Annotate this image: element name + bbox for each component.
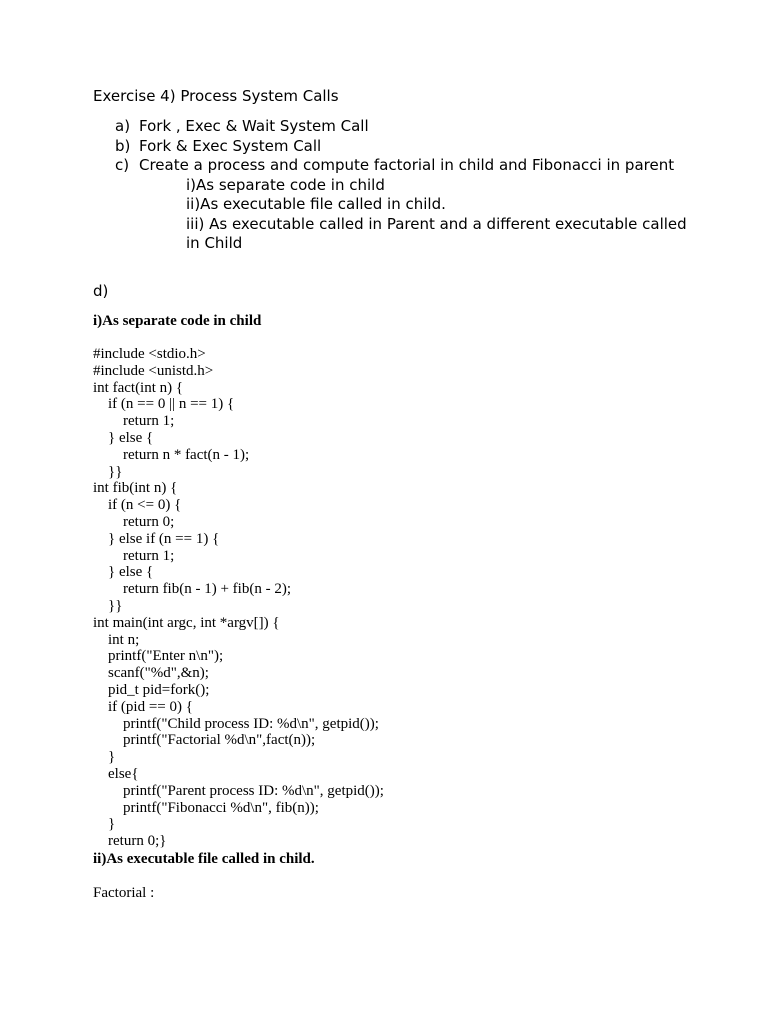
exercise-list	[93, 117, 693, 254]
list-item	[93, 137, 693, 157]
section-heading: ii)As executable file called in child.	[93, 851, 315, 867]
sub-list	[139, 176, 693, 254]
list-marker: a)	[115, 117, 131, 135]
sub-list-item: i)As separate code in child	[186, 175, 385, 194]
page-title: Exercise 4) Process System Calls	[93, 87, 339, 105]
list-item-text: Fork & Exec System Call	[139, 136, 322, 155]
list-item	[93, 117, 693, 137]
list-item-text: Fork , Exec & Wait System Call	[139, 117, 369, 135]
sub-list-item: ii)As executable file called in child.	[186, 195, 446, 213]
section-heading: i)As separate code in child	[93, 313, 262, 329]
code-block: #include <stdio.h> #include <unistd.h> int fact(int n) { if (n == 0 || n == 1) { return 1; } else { return n * fact(n - 1); }} int fib(int n) { if (n <= 0) { return 0; } else if (n == 1) { return 1; } else { return fib(n - 1) + fib(n - 2); }} int main(int argc, int *argv[]) { int n; printf("Enter n\n"); scanf("%d",&n); pid_t pid=fork(); if (pid == 0) { printf("Child process ID: %d\n", getpid()); printf("Factorial %d\n",fact(n)); } else{ printf("Parent process ID: %d\n", getpid()); printf("Fibonacci %d\n", fib(n)); } return 0;}	[93, 346, 384, 850]
list-marker: b)	[115, 136, 131, 155]
item-d-label: d)	[93, 282, 109, 300]
list-marker: c)	[115, 156, 130, 174]
list-item	[93, 156, 693, 254]
list-item-text: Create a process and compute factorial in child and Fibonacci in parent	[139, 156, 675, 174]
sub-list-item: iii) As executable called in Parent and a different executable called in Child	[186, 214, 687, 252]
factorial-label: Factorial :	[93, 885, 155, 901]
